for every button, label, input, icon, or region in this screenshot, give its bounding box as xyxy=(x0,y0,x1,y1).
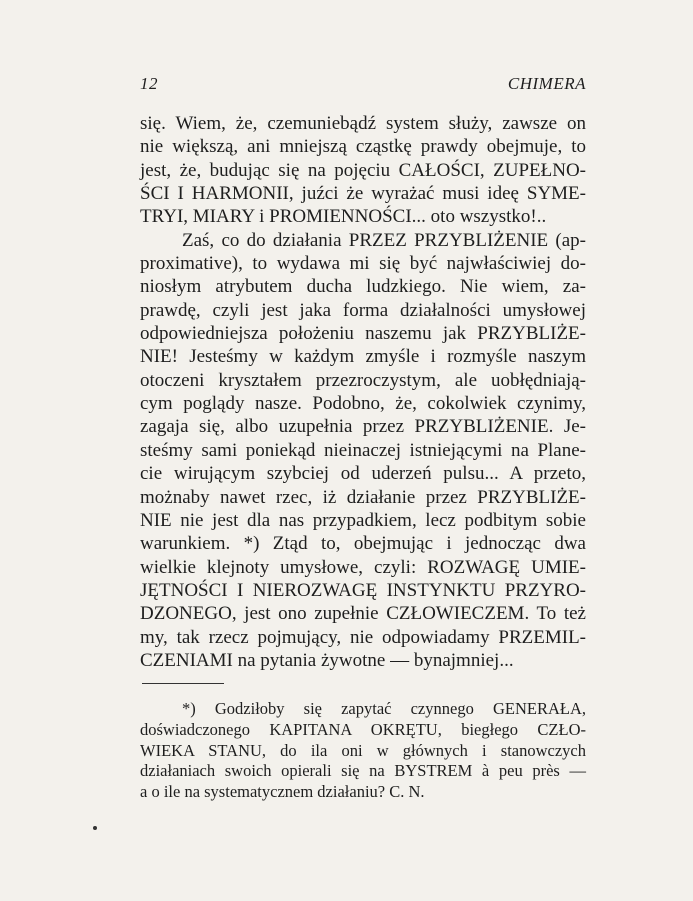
text-line: niosłym atrybutem ducha ludzkiego. Nie wiem, za- xyxy=(140,276,586,298)
text-line: proximative), to wydawa mi się być najwłaściwiej do- xyxy=(140,253,586,275)
text-line: JĘTNOŚCI I NIEROZWAGĘ INSTYNKTU PRZYRO- xyxy=(140,579,586,601)
text-line: prawdę, czyli jest jaka forma działalności umysłowej xyxy=(140,299,586,321)
footnote-line: działaniach swoich opierali się na BYSTREM à peu près — xyxy=(140,761,586,781)
footnote-line: *) Godziłoby się zapytać czynnego GENERAŁA, xyxy=(182,699,586,718)
text-line: Zaś, co do działania PRZEZ PRZYBLIŻENIE (ap- xyxy=(182,229,586,251)
text-line: cie wirującym szybciej od uderzeń pulsu... A przeto, xyxy=(140,463,586,485)
text-line: otoczeni kryształem przezroczystym, ale uobłędniają- xyxy=(140,369,586,391)
text-line: NIE nie jest dla nas przypadkiem, lecz podbitym sobie xyxy=(140,509,586,531)
text-line: DZONEGO, jest ono zupełnie CZŁOWIECZEM. To też xyxy=(140,603,586,625)
text-line: warunkiem. *) Ztąd to, obejmując i jednocząc dwa xyxy=(140,533,586,555)
text-line: możnaby nawet rzec, iż działanie przez PRZYBLIŻE- xyxy=(140,486,586,508)
running-title: CHIMERA xyxy=(507,74,586,93)
text-line: zagaja się, albo uzupełnia przez PRZYBLIŻENIE. Je- xyxy=(140,416,586,438)
text-line: ŚCI I HARMONII, juźci że wyrażać musi ideę SYME- xyxy=(140,183,586,205)
page-number: 12 xyxy=(140,74,158,93)
text-line: NIE! Jesteśmy w każdym zmyśle i rozmyśle naszym xyxy=(140,346,586,368)
text-line: my, tak rzecz pojmujący, nie odpowiadamy PRZEMIL- xyxy=(140,626,586,648)
ink-speck xyxy=(93,826,97,830)
footnote-line: WIEKA STANU, do ila oni w głównych i stanowczych xyxy=(140,740,586,760)
text-line: cym poglądy nasze. Podobno, że, cokolwiek czynimy, xyxy=(140,393,586,415)
text-line: wielkie klejnoty umysłowe, czyli: ROZWAGĘ UMIE- xyxy=(140,556,586,578)
footnote-line: doświadczonego KAPITANA OKRĘTU, biegłego CZŁO- xyxy=(140,719,586,739)
footnote-line: a o ile na systematycznem działaniu? C. N. xyxy=(140,782,425,802)
text-line: steśmy sami poniekąd nieinaczej istniejącymi na Plane- xyxy=(140,439,586,461)
footnote-rule xyxy=(142,683,224,684)
text-line: TRYI, MIARY i PROMIENNOŚCI... oto wszystko!.. xyxy=(140,206,547,228)
text-line: odpowiedniejsza położeniu naszemu jak PRZYBLIŻE- xyxy=(140,323,586,345)
body-text xyxy=(140,112,586,672)
text-line: CZENIAMI na pytania żywotne — bynajmniej... xyxy=(140,649,514,671)
footnote xyxy=(140,699,586,803)
text-line: nie większą, ani mniejszą cząstkę prawdy obejmuje, to xyxy=(140,136,586,158)
running-head xyxy=(140,74,586,94)
text-line: się. Wiem, że, czemuniebądź system służy, zawsze on xyxy=(140,113,586,134)
text-line: jest, że, budując się na pojęciu CAŁOŚCI, ZUPEŁNO- xyxy=(140,159,586,181)
